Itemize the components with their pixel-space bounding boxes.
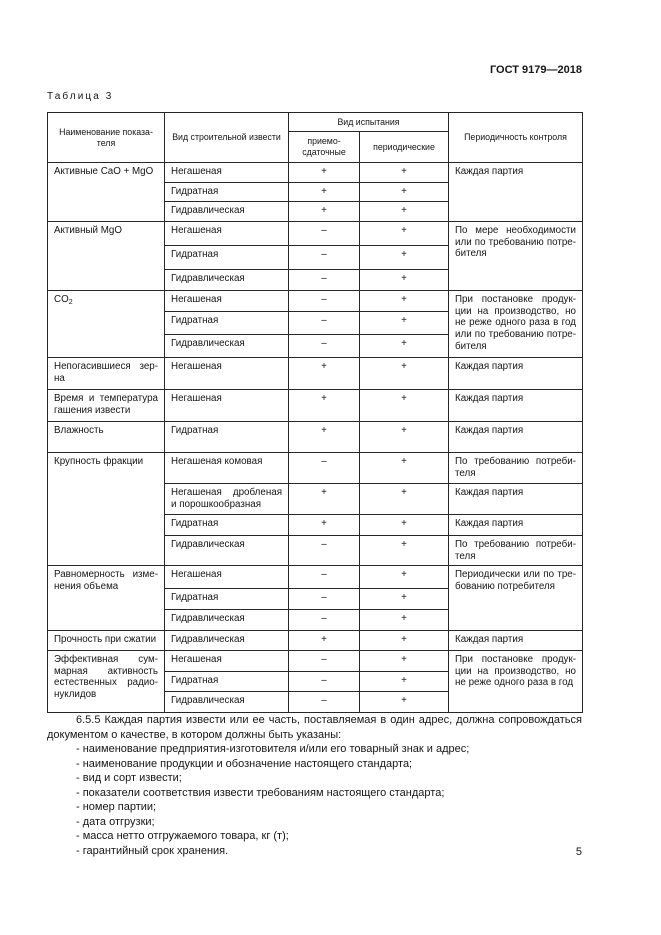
acceptance-test-cell <box>289 335 360 358</box>
frequency-cell <box>449 515 583 536</box>
column-header-periodic <box>360 132 449 163</box>
indicator-cell <box>48 453 165 566</box>
cell-text: Негашеная <box>171 393 222 404</box>
cell-text-line: Периодически или по тре- <box>455 569 576 580</box>
cell-text: – <box>321 539 327 550</box>
cell-text: + <box>401 338 407 349</box>
list-item: - наименование продукции и обозначение настоящего стандарта; <box>76 757 413 770</box>
frequency-cell <box>449 651 583 713</box>
frequency-cell <box>449 222 583 291</box>
indicator-cell <box>48 222 165 291</box>
cell-text-line: не реже одного раза в год <box>455 677 574 689</box>
cell-text: + <box>401 315 407 326</box>
cell-text-line: или по требованию потре- <box>455 329 576 341</box>
cell-text: – <box>321 592 327 603</box>
acceptance-test-cell <box>289 631 360 651</box>
cell-text-line: и порошкообразная <box>171 498 262 510</box>
cell-text: + <box>401 273 407 284</box>
cell-text: + <box>321 205 327 216</box>
acceptance-test-cell <box>289 222 360 246</box>
column-header-lime-type <box>165 113 289 163</box>
lime-type-cell <box>165 536 289 566</box>
acceptance-test-cell <box>289 610 360 631</box>
cell-text-line: ции на производство, но <box>455 305 576 317</box>
cell-text: + <box>401 487 407 498</box>
cell-text: + <box>401 675 407 686</box>
cell-text: + <box>401 539 407 550</box>
frequency-cell <box>449 536 583 566</box>
frequency-cell <box>449 358 583 390</box>
cell-text: Каждая партия <box>455 518 524 529</box>
cell-text: Негашеная <box>171 654 222 665</box>
table-body <box>48 163 583 713</box>
periodic-test-cell <box>360 335 449 358</box>
indicator-cell <box>48 651 165 713</box>
cell-text: Негашеная <box>171 569 222 580</box>
list-item: - наименование предприятия-изготовителя и/или его товарный знак и адрес; <box>76 743 470 755</box>
cell-text: Активный MgO <box>54 225 122 236</box>
acceptance-test-cell <box>289 651 360 672</box>
cell-text: Гидравлическая <box>171 539 245 550</box>
cell-text-line: ции на производство, но <box>455 665 576 677</box>
cell-text: – <box>321 654 327 665</box>
cell-text: Каждая партия <box>455 361 524 372</box>
cell-text: CO <box>54 294 69 305</box>
cell-text: + <box>401 225 407 236</box>
cell-text: + <box>321 361 327 372</box>
cell-text: Гидратная <box>171 518 219 529</box>
periodic-test-cell <box>360 358 449 390</box>
clause-paragraph: 6.5.5 Каждая партия извести или ее часть, поставляемая в один адрес, должна сопровождаться документом о качестве, в котором должны быть указаны: <box>47 714 582 741</box>
periodic-test-cell <box>360 291 449 312</box>
cell-text: Каждая партия <box>455 634 524 645</box>
list-item: - гарантийный срок хранения. <box>76 844 229 857</box>
periodic-test-cell <box>360 566 449 589</box>
acceptance-test-cell <box>289 358 360 390</box>
cell-text-line: По мере необходимости <box>455 225 576 236</box>
header-text-line: приемо- <box>307 136 341 146</box>
periodic-test-cell <box>360 515 449 536</box>
periodic-test-cell <box>360 672 449 692</box>
indicator-cell <box>48 566 165 631</box>
periodic-test-cell <box>360 312 449 335</box>
acceptance-test-cell <box>289 270 360 291</box>
cell-text: Крупность фракции <box>54 456 144 467</box>
cell-text: Влажность <box>54 425 104 436</box>
periodic-test-cell <box>360 484 449 515</box>
cell-text-line: бителя <box>455 248 487 260</box>
periodic-test-cell <box>360 692 449 713</box>
cell-text: Негашеная <box>171 166 222 177</box>
cell-text: Прочность при сжатии <box>54 634 157 645</box>
cell-text: Каждая партия <box>455 425 524 436</box>
header-text: Вид строительной извести <box>172 132 281 142</box>
acceptance-test-cell <box>289 422 360 453</box>
cell-text: Гидравлическая <box>171 695 245 706</box>
cell-text-line: или по требованию потре- <box>455 236 576 248</box>
indicator-cell <box>48 631 165 651</box>
cell-text: Гидратная <box>171 425 219 436</box>
cell-text: Негашеная <box>171 225 222 236</box>
table-row <box>48 390 583 422</box>
cell-text: + <box>401 592 407 603</box>
page-number: 5 <box>575 846 582 858</box>
table-row <box>48 291 583 312</box>
standard-designation: ГОСТ 9179—2018 <box>489 64 582 76</box>
column-header-test-type <box>289 113 449 132</box>
frequency-cell <box>449 566 583 631</box>
table-caption: Таблица 3 <box>47 91 114 102</box>
cell-text: + <box>321 487 327 498</box>
periodic-test-cell <box>360 183 449 202</box>
acceptance-test-cell <box>289 246 360 270</box>
cell-text: + <box>321 166 327 177</box>
cell-text: Гидравлическая <box>171 273 245 284</box>
acceptance-test-cell <box>289 202 360 222</box>
lime-type-cell <box>165 484 289 515</box>
cell-text: + <box>401 634 407 645</box>
cell-text: + <box>321 186 327 197</box>
cell-text: + <box>401 695 407 706</box>
cell-text: + <box>401 186 407 197</box>
cell-text: + <box>401 361 407 372</box>
periodic-test-cell <box>360 270 449 291</box>
list-item: - дата отгрузки; <box>76 815 155 828</box>
cell-text: Каждая партия <box>455 393 524 404</box>
acceptance-test-cell <box>289 163 360 183</box>
cell-text: + <box>401 294 407 305</box>
indicator-cell <box>48 422 165 453</box>
list-item: - вид и сорт извести; <box>76 772 182 784</box>
list-item: - номер партии; <box>76 801 157 813</box>
header-text: Периодичность контроля <box>464 132 567 142</box>
cell-text: + <box>401 249 407 260</box>
cell-text-line: Равномерность изме- <box>54 569 158 580</box>
table-row <box>48 222 583 246</box>
cell-text: Каждая партия <box>455 487 524 498</box>
header-text-line: Наименование показа- <box>59 126 153 137</box>
list-item: - показатели соответствия извести требованиям настоящего стандарта; <box>76 786 445 799</box>
table-row <box>48 566 583 589</box>
cell-text: – <box>321 294 327 305</box>
lime-type-cell <box>165 312 289 335</box>
header-text-line: сдаточные <box>302 147 346 157</box>
cell-text-line: Эффективная сум- <box>54 654 158 665</box>
periodic-test-cell <box>360 631 449 651</box>
cell-text-line: не реже одного раза в год <box>455 317 576 329</box>
cell-text: Негашеная <box>171 361 222 372</box>
indicator-subscript: 2 <box>68 299 73 306</box>
cell-text: Гидравлическая <box>171 634 245 645</box>
cell-text-line: Негашеная дробленая <box>171 487 282 498</box>
lime-type-cell <box>165 610 289 631</box>
periodic-test-cell <box>360 390 449 422</box>
cell-text: Гидравлическая <box>171 205 245 216</box>
cell-text: Гидратная <box>171 675 219 686</box>
lime-type-cell <box>165 291 289 312</box>
acceptance-test-cell <box>289 291 360 312</box>
cell-text: Гидратная <box>171 592 219 603</box>
lime-type-cell <box>165 358 289 390</box>
cell-text-line: теля <box>455 550 476 562</box>
cell-text: – <box>321 315 327 326</box>
cell-text: + <box>401 205 407 216</box>
cell-text-line: Время и температура <box>54 393 158 404</box>
cell-text: Гидратная <box>171 315 219 326</box>
cell-text: + <box>321 393 327 404</box>
list-item: - масса нетто отгружаемого товара, кг (т); <box>76 830 289 842</box>
lime-type-cell <box>165 453 289 484</box>
cell-text-line: нения объема <box>54 580 119 592</box>
cell-text-line: По требованию потреби- <box>455 539 576 550</box>
lime-type-cell <box>165 422 289 453</box>
header-text: Вид испытания <box>337 116 400 127</box>
cell-text: Гидратная <box>171 186 219 197</box>
cell-text: – <box>321 569 327 580</box>
acceptance-test-cell <box>289 390 360 422</box>
cell-text: – <box>321 695 327 706</box>
acceptance-test-cell <box>289 589 360 610</box>
frequency-cell <box>449 390 583 422</box>
periodic-test-cell <box>360 202 449 222</box>
lime-type-cell <box>165 651 289 672</box>
frequency-cell <box>449 291 583 358</box>
lime-type-cell <box>165 672 289 692</box>
cell-text: – <box>321 675 327 686</box>
cell-text: Негашеная <box>171 294 222 305</box>
cell-text: + <box>401 425 407 436</box>
table-row <box>48 358 583 390</box>
lime-type-cell <box>165 163 289 183</box>
indicator-cell <box>48 163 165 222</box>
acceptance-test-cell <box>289 484 360 515</box>
clause-6-5-5 <box>47 713 582 858</box>
cell-text: – <box>321 225 327 236</box>
acceptance-test-cell <box>289 515 360 536</box>
acceptance-test-cell <box>289 566 360 589</box>
table-header <box>48 113 583 163</box>
lime-type-cell <box>165 390 289 422</box>
cell-text: + <box>401 613 407 624</box>
lime-type-cell <box>165 335 289 358</box>
periodic-test-cell <box>360 610 449 631</box>
frequency-cell <box>449 422 583 453</box>
indicator-cell <box>48 390 165 422</box>
cell-text-line: теля <box>455 467 476 479</box>
acceptance-test-cell <box>289 312 360 335</box>
periodic-test-cell <box>360 453 449 484</box>
periodic-test-cell <box>360 589 449 610</box>
cell-text-line: на <box>54 372 65 384</box>
lime-type-cell <box>165 566 289 589</box>
cell-text: Каждая партия <box>455 166 524 177</box>
frequency-cell <box>449 631 583 651</box>
quality-document-requirements-list <box>47 742 582 858</box>
lime-type-cell <box>165 183 289 202</box>
frequency-cell <box>449 484 583 515</box>
periodic-test-cell <box>360 163 449 183</box>
cell-text-line: гашения извести <box>54 404 131 416</box>
acceptance-test-cell <box>289 453 360 484</box>
table-row <box>48 631 583 651</box>
cell-text: Гидратная <box>171 249 219 260</box>
indicator-cell <box>48 358 165 390</box>
cell-text: Гидравлическая <box>171 338 245 349</box>
cell-text: – <box>321 456 327 467</box>
cell-text: Гидравлическая <box>171 613 245 624</box>
cell-text: + <box>401 166 407 177</box>
cell-text: – <box>321 338 327 349</box>
cell-text: + <box>321 425 327 436</box>
lime-type-cell <box>165 589 289 610</box>
frequency-cell <box>449 453 583 484</box>
cell-text-line: бованию потребителя <box>455 580 555 592</box>
cell-text-line: марная активность <box>54 665 158 677</box>
column-header-indicator <box>48 113 165 163</box>
acceptance-test-cell <box>289 672 360 692</box>
cell-text: – <box>321 273 327 284</box>
cell-text: Активные CaO + MgO <box>54 166 154 177</box>
frequency-cell <box>449 163 583 222</box>
cell-text: + <box>401 456 407 467</box>
lime-type-cell <box>165 515 289 536</box>
inspection-table <box>47 112 583 713</box>
cell-text: + <box>401 518 407 529</box>
cell-text: – <box>321 249 327 260</box>
header-text: периодические <box>373 141 435 152</box>
cell-text-line: естественных радио- <box>54 677 158 689</box>
periodic-test-cell <box>360 222 449 246</box>
periodic-test-cell <box>360 422 449 453</box>
column-header-frequency <box>449 113 583 163</box>
periodic-test-cell <box>360 536 449 566</box>
cell-text-line: При постановке продук- <box>455 654 576 665</box>
lime-type-cell <box>165 246 289 270</box>
periodic-test-cell <box>360 651 449 672</box>
periodic-test-cell <box>360 246 449 270</box>
acceptance-test-cell <box>289 183 360 202</box>
table-row <box>48 651 583 672</box>
cell-text: + <box>401 393 407 404</box>
acceptance-test-cell <box>289 692 360 713</box>
cell-text-line: Непогасившиеся зер- <box>54 361 158 372</box>
lime-type-cell <box>165 202 289 222</box>
cell-text-line: нуклидов <box>54 689 97 701</box>
cell-text: + <box>321 518 327 529</box>
column-header-acceptance <box>289 132 360 163</box>
cell-text: + <box>321 634 327 645</box>
cell-text-line: При постановке продук- <box>455 294 576 305</box>
header-text-line: теля <box>96 137 116 148</box>
table-row <box>48 422 583 453</box>
lime-type-cell <box>165 222 289 246</box>
table-header-row <box>48 113 583 132</box>
acceptance-test-cell <box>289 536 360 566</box>
cell-text-line: По требованию потреби- <box>455 456 576 467</box>
lime-type-cell <box>165 631 289 651</box>
cell-text: Негашеная комовая <box>171 456 263 467</box>
cell-text: – <box>321 613 327 624</box>
indicator-cell <box>48 291 165 358</box>
lime-type-cell <box>165 692 289 713</box>
lime-type-cell <box>165 270 289 291</box>
table-row <box>48 453 583 484</box>
cell-text: + <box>401 654 407 665</box>
table-row <box>48 163 583 183</box>
cell-text-line: бителя <box>455 340 487 352</box>
cell-text: + <box>401 569 407 580</box>
